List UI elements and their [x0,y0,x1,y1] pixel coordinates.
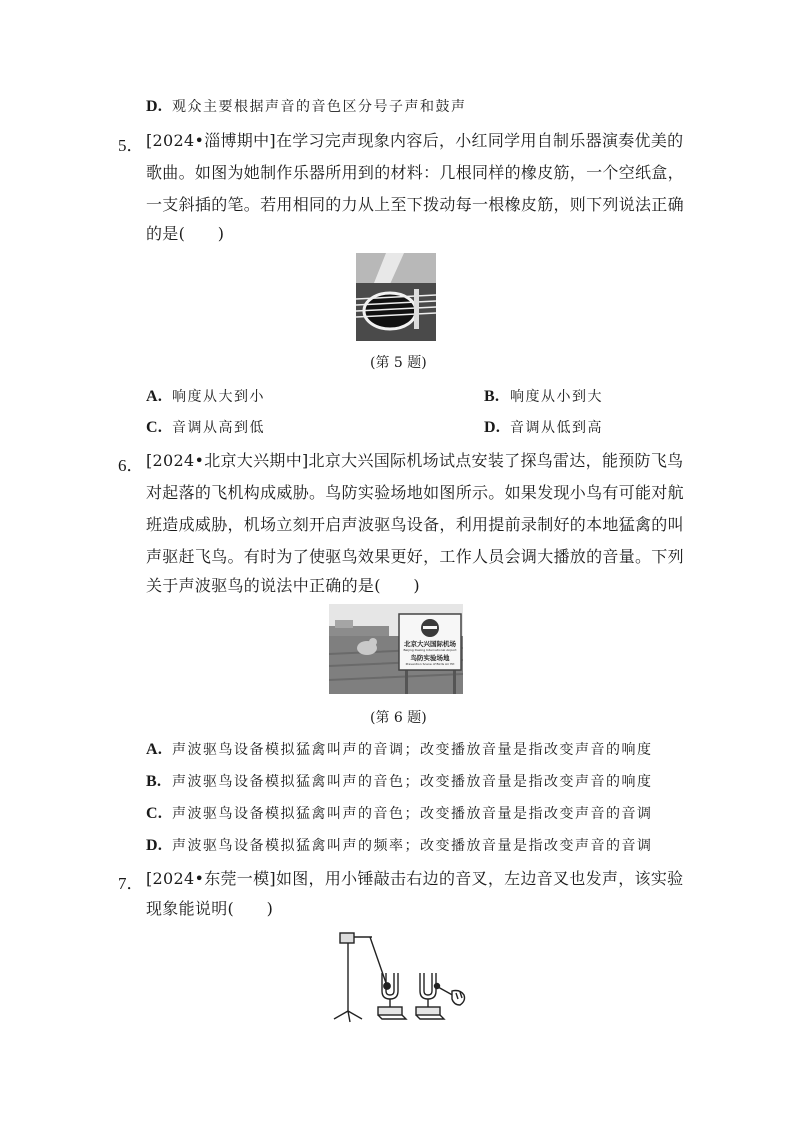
option-letter: D. [146,98,163,115]
option-letter: C. [146,419,163,436]
q6-line-4: 声驱赶飞鸟。有时为了使驱鸟效果更好，工作人员会调大播放的音量。下列 [146,547,684,566]
option-text: 观众主要根据声音的音色区分号子声和鼓声 [172,99,467,115]
q6-airport-photo [329,604,463,694]
option-letter: B. [146,773,162,790]
q4-option-d [146,96,467,117]
q5-line-3: 一支斜插的笔。若用相同的力从上至下拨动每一根橡皮筋，则下列说法正确 [146,195,684,214]
sign-english-2: Prevention Scene of Birds Air Hit [405,662,455,666]
option-text: 响度从大到小 [172,389,265,405]
q5-option-b[interactable] [484,386,603,407]
q5-instrument-photo [356,253,436,341]
q6-option-a[interactable] [146,739,653,760]
option-letter: D. [146,837,163,854]
instrument-illustration [356,253,436,341]
option-text: 音调从高到低 [172,420,265,436]
q6-option-d[interactable] [146,835,653,856]
q6-option-c[interactable] [146,803,653,824]
option-text: 声波驱鸟设备模拟猛禽叫声的频率；改变播放音量是指改变声音的音调 [172,838,653,854]
option-text: 声波驱鸟设备模拟猛禽叫声的音调；改变播放音量是指改变声音的响度 [172,742,653,758]
option-letter: C. [146,805,163,822]
q5-option-c[interactable] [146,417,265,438]
q7-number: 7． [118,874,144,893]
q5-caption: (第 5 题) [370,355,427,371]
q7-line-2: 现象能说明( ) [146,899,274,918]
q6-line-5: 关于声波驱鸟的说法中正确的是( ) [146,576,420,595]
tuning-fork-illustration [324,925,468,1025]
q5-option-a[interactable] [146,386,265,407]
option-letter: D. [484,419,501,436]
q5-number: 5． [118,136,144,155]
q5-line-1: [2024•淄博期中]在学习完声现象内容后，小红同学用自制乐器演奏优美的 [146,131,684,150]
q7-line-1: [2024•东莞一模]如图，用小锤敲击右边的音叉，左边音叉也发声，该实验 [146,869,684,888]
q6-line-3: 班造成威胁，机场立刻开启声波驱鸟设备，利用提前录制好的本地猛禽的叫 [146,515,684,534]
q6-line-2: 对起落的飞机构成威胁。鸟防实验场地如图所示。如果发现小鸟有可能对航 [146,483,684,502]
option-letter: A. [146,741,163,758]
q6-caption: (第 6 题) [370,710,427,726]
q6-option-b[interactable] [146,771,653,792]
q5-line-4: 的是( ) [146,224,225,243]
option-text: 声波驱鸟设备模拟猛禽叫声的音色；改变播放音量是指改变声音的音调 [172,806,653,822]
option-text: 响度从小到大 [510,389,603,405]
option-letter: A. [146,388,163,405]
option-text: 音调从低到高 [510,420,603,436]
sign-english: Beijing Daxing International Airport [403,648,457,652]
q7-tuning-fork-diagram [324,925,468,1025]
q6-number: 6． [118,456,144,475]
q6-line-1: [2024•北京大兴期中]北京大兴国际机场试点安装了探鸟雷达，能预防飞鸟 [146,451,684,470]
sign-title: 北京大兴国际机场 [404,640,456,648]
q5-line-2: 歌曲。如图为她制作乐器所用到的材料：几根同样的橡皮筋，一个空纸盒， [146,163,684,182]
option-letter: B. [484,388,500,405]
q5-option-d[interactable] [484,417,603,438]
sign-subtitle: 鸟防实验场地 [410,654,450,662]
option-text: 声波驱鸟设备模拟猛禽叫声的音色；改变播放音量是指改变声音的响度 [172,774,653,790]
